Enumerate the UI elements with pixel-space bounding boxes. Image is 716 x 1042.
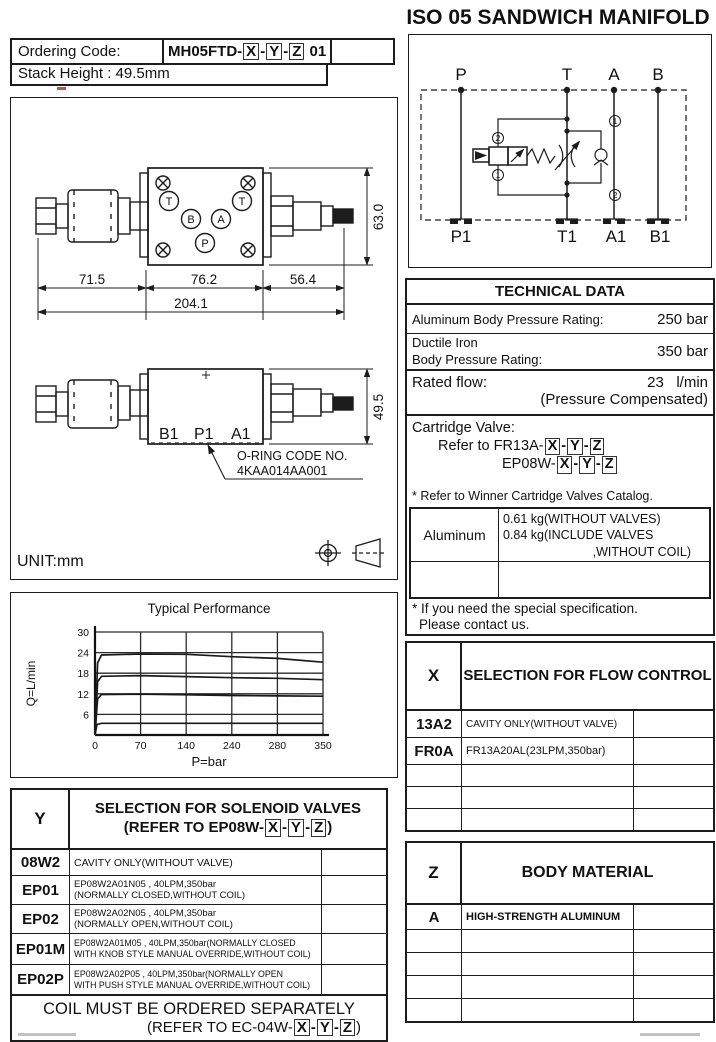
ordering-code-value bbox=[162, 40, 330, 63]
x-row-code: FR0A bbox=[407, 738, 462, 764]
z-empty-row bbox=[405, 999, 715, 1023]
cartridge-line1: Cartridge Valve: bbox=[412, 420, 515, 436]
dim-204-1: 204.1 bbox=[174, 296, 208, 311]
x-empty-row bbox=[405, 809, 715, 832]
cart-box-x2: X bbox=[557, 456, 573, 473]
ordering-code-label: Ordering Code: bbox=[18, 43, 121, 60]
rated-flow-value: 23 bbox=[647, 374, 664, 391]
dim-49-5-label: 49.5 bbox=[371, 393, 386, 421]
port-P1: P1 bbox=[194, 426, 214, 443]
weight-line2: 0.84 kg(INCLUDE VALVES bbox=[503, 528, 654, 543]
special-note-line1: * If you need the special specification. bbox=[412, 601, 638, 616]
front-view-drawing bbox=[36, 168, 386, 320]
z-row-desc: HIGH-STRENGTH ALUMINUM bbox=[462, 905, 634, 929]
x-row-desc: FR13A20AL(23LPM,350bar) bbox=[462, 738, 634, 764]
y-row-empty-cell bbox=[322, 934, 386, 964]
coil-note-line1: COIL MUST BE ORDERED SEPARATELY bbox=[43, 999, 355, 1018]
front-port-labels bbox=[160, 192, 252, 253]
y-row-code: EP01 bbox=[12, 876, 70, 904]
circuit-port-lines bbox=[461, 90, 658, 219]
y-row-code: EP02 bbox=[12, 905, 70, 933]
cartridge-line3 bbox=[412, 455, 708, 473]
oring-leader bbox=[208, 445, 363, 479]
weight-table bbox=[409, 507, 711, 599]
unit-note: UNIT:mm bbox=[17, 553, 84, 570]
cart-box-z2: Z bbox=[602, 456, 617, 473]
y-title-box-x: X bbox=[265, 819, 281, 837]
projection-symbols bbox=[315, 539, 384, 567]
coil-prefix: (REFER TO EC-04W- bbox=[146, 1018, 293, 1036]
series-setting-17-l-min bbox=[95, 676, 323, 735]
y-row-desc2: WITH KNOB STYLE MANUAL OVERRIDE,WITHOUT COIL) bbox=[74, 949, 311, 959]
balloon-valve-bottom: 1 bbox=[495, 170, 501, 180]
port-B1: B1 bbox=[159, 426, 179, 443]
weight-line3: ,WITHOUT COIL) bbox=[592, 544, 691, 559]
dim-49-5 bbox=[269, 369, 386, 444]
dimension-drawing-panel bbox=[10, 97, 398, 580]
z-table-code: Z bbox=[407, 843, 462, 903]
pressure-row-ductile bbox=[407, 334, 713, 371]
dim-71-5: 71.5 bbox=[78, 272, 106, 287]
cartridge-footnote: * Refer to Winner Cartridge Valves Catalog. bbox=[412, 489, 653, 503]
weight-empty-row bbox=[411, 562, 709, 597]
z-table-header bbox=[405, 841, 715, 905]
weight-values bbox=[499, 509, 709, 561]
y-title-suffix: ) bbox=[327, 819, 333, 836]
cart-box-z1: Z bbox=[590, 438, 605, 455]
port-T-right: T bbox=[238, 196, 246, 208]
label-B1: B1 bbox=[649, 227, 671, 246]
weight-material: Aluminum bbox=[411, 509, 499, 561]
side-view-drawing bbox=[36, 369, 386, 479]
y-row-desc1: EP08W2A01N05 , 40LPM,350bar bbox=[74, 878, 217, 890]
y-table-header bbox=[10, 788, 388, 850]
coil-suffix: ) bbox=[356, 1018, 362, 1036]
ordering-sep1: - bbox=[260, 43, 266, 60]
dim-63 bbox=[269, 168, 386, 265]
dim-76-2: 76.2 bbox=[190, 272, 218, 287]
solenoid-valve-symbol bbox=[473, 119, 567, 195]
z-row-a bbox=[405, 905, 715, 930]
label-P1: P1 bbox=[450, 227, 472, 246]
y-row-desc: CAVITY ONLY(WITHOUT VALVE) bbox=[74, 856, 233, 869]
cart-sep: - bbox=[573, 456, 579, 473]
coil-box-z: Z bbox=[340, 1019, 355, 1037]
rated-flow-label: Rated flow: bbox=[412, 374, 488, 391]
z-empty-row bbox=[405, 953, 715, 976]
z-row-empty-cell bbox=[634, 905, 713, 929]
y-row-ep01m bbox=[10, 934, 388, 965]
x-table-header bbox=[405, 641, 715, 711]
label-A1: A1 bbox=[605, 227, 627, 246]
weight-line1: 0.61 kg(WITHOUT VALVES) bbox=[503, 512, 661, 526]
check-valve-symbol bbox=[567, 131, 608, 183]
y-title-box-z: Z bbox=[311, 819, 326, 837]
series-setting-3-5-l-min bbox=[95, 723, 323, 735]
technical-data-panel bbox=[405, 278, 715, 636]
x-row-desc: CAVITY ONLY(WITHOUT VALVE) bbox=[462, 711, 634, 737]
circuit-balloons bbox=[493, 116, 621, 201]
y-row-code: EP01M bbox=[12, 934, 70, 964]
y-row-empty-cell bbox=[322, 850, 386, 875]
ductile-label-line2: Body Pressure Rating: bbox=[412, 351, 543, 367]
x-empty-row bbox=[405, 787, 715, 809]
pressure-ductile-value: 350 bar bbox=[657, 343, 708, 360]
port-A1: A1 bbox=[231, 426, 251, 443]
rated-flow-note: (Pressure Compensated) bbox=[540, 391, 708, 408]
y-table-title-line1: SELECTION FOR SOLENOID VALVES bbox=[94, 800, 362, 818]
cart-sep: - bbox=[583, 438, 589, 455]
y-row-08w2 bbox=[10, 850, 388, 876]
y-row-desc2: (NORMALLY OPEN,WITHOUT COIL) bbox=[74, 919, 233, 930]
y-title-sep1: - bbox=[282, 819, 288, 836]
y-tick: 6 bbox=[83, 709, 89, 722]
y-row-code: EP02P bbox=[12, 965, 70, 994]
x-empty-row bbox=[405, 765, 715, 787]
y-row-code: 08W2 bbox=[12, 850, 70, 875]
page-title: ISO 05 SANDWICH MANIFOLD bbox=[406, 6, 710, 29]
y-title-box-y: Y bbox=[288, 819, 304, 837]
ordering-box-z: Z bbox=[289, 43, 304, 61]
stack-height-row bbox=[10, 63, 328, 86]
balloon-check-bottom: 2 bbox=[612, 190, 618, 200]
dim-56-4: 56.4 bbox=[289, 272, 317, 287]
x-row-empty-cell bbox=[634, 711, 713, 737]
z-table-title: BODY MATERIAL bbox=[521, 864, 654, 881]
y-tick: 12 bbox=[77, 688, 89, 701]
weight-empty-cell1 bbox=[411, 562, 499, 597]
cart-box-y2: Y bbox=[579, 456, 595, 473]
label-P: P bbox=[455, 65, 467, 84]
ordering-suffix: 01 bbox=[309, 43, 327, 60]
y-tick: 18 bbox=[77, 668, 89, 681]
coil-sep2: - bbox=[333, 1018, 339, 1036]
dimension-drawing-svg bbox=[11, 98, 395, 577]
special-note-line2: Please contact us. bbox=[419, 617, 530, 633]
cart-box-x1: X bbox=[545, 438, 561, 455]
cart-sep: - bbox=[561, 438, 567, 455]
y-tick: 24 bbox=[77, 647, 89, 660]
y-row-desc1: EP08W2A01M05 , 40LPM,350bar(NORMALLY CLOSED bbox=[74, 938, 296, 949]
coil-sep1: - bbox=[310, 1018, 316, 1036]
circuit-junction-dots bbox=[458, 87, 661, 198]
pressure-ductile-label bbox=[412, 335, 542, 368]
target-icon bbox=[315, 540, 341, 566]
x-axis-label: P=bar bbox=[191, 754, 227, 769]
x-row-empty-cell bbox=[634, 738, 713, 764]
x-tick: 350 bbox=[314, 740, 332, 752]
x-row-fr0a bbox=[405, 738, 715, 765]
y-row-desc1: EP08W2A02N05 , 40LPM,350bar bbox=[74, 907, 217, 919]
cart-box-y1: Y bbox=[567, 438, 583, 455]
cart-prefix2: EP08W- bbox=[502, 456, 556, 473]
ordering-code-row bbox=[10, 38, 395, 65]
oring-code-number: 4KAA014AA001 bbox=[237, 464, 328, 478]
rated-flow-value-wrap bbox=[647, 374, 708, 391]
ordering-box-x: X bbox=[243, 43, 259, 61]
y-row-desc1: EP08W2A02P05 , 40LPM,350bar(NORMALLY OPEN bbox=[74, 968, 283, 979]
pressure-aluminum-value: 250 bar bbox=[657, 310, 708, 328]
x-table-title: SELECTION FOR FLOW CONTROL bbox=[463, 666, 712, 684]
rated-flow-unit: l/min bbox=[676, 374, 708, 391]
technical-data-title: TECHNICAL DATA bbox=[407, 280, 713, 305]
y-row-empty-cell bbox=[322, 965, 386, 994]
x-tick: 0 bbox=[92, 740, 98, 752]
x-selection-table bbox=[405, 641, 715, 832]
y-tick: 30 bbox=[77, 627, 89, 639]
pressure-aluminum-label: Aluminum Body Pressure Rating: bbox=[412, 311, 604, 327]
x-table-code: X bbox=[407, 643, 462, 709]
cartridge-valve-section bbox=[407, 416, 713, 489]
coil-box-x: X bbox=[294, 1019, 310, 1037]
y-row-ep01 bbox=[10, 876, 388, 905]
y-axis-label: Q=L/min bbox=[24, 660, 38, 707]
y-table-title-line2 bbox=[124, 819, 332, 838]
y-selection-table bbox=[10, 788, 388, 1042]
balloon-valve-top: 2 bbox=[495, 133, 501, 143]
dim-height-label: 63.0 bbox=[371, 203, 386, 231]
side-port-labels bbox=[159, 426, 251, 443]
z-empty-row bbox=[405, 930, 715, 953]
cartridge-line2 bbox=[412, 437, 708, 455]
x-tick: 240 bbox=[223, 740, 241, 752]
hydraulic-circuit-panel bbox=[408, 34, 712, 268]
label-T1: T1 bbox=[557, 227, 577, 246]
x-tick: 280 bbox=[268, 740, 287, 752]
x-tick: 70 bbox=[134, 740, 147, 752]
chart-title: Typical Performance bbox=[147, 601, 271, 616]
x-row-13a2 bbox=[405, 711, 715, 738]
footer-right-cutoff-text bbox=[640, 1033, 700, 1036]
port-T-left: T bbox=[165, 196, 173, 208]
z-row-code: A bbox=[407, 905, 462, 929]
cone-projection-icon bbox=[352, 539, 384, 567]
label-A: A bbox=[608, 65, 620, 84]
y-row-empty-cell bbox=[322, 905, 386, 933]
ordering-empty-cell bbox=[330, 40, 393, 63]
x-tick: 140 bbox=[177, 740, 195, 752]
coil-box-y: Y bbox=[317, 1019, 333, 1037]
z-empty-row bbox=[405, 976, 715, 999]
y-row-empty-cell bbox=[322, 876, 386, 904]
rated-flow-section bbox=[407, 371, 713, 416]
footer-left-cutoff-text bbox=[18, 1033, 76, 1036]
y-row-desc2: WITH PUSH STYLE MANUAL OVERRIDE,WITHOUT COIL) bbox=[74, 979, 311, 990]
cart-sep: - bbox=[595, 456, 601, 473]
stack-height-label: Stack Height : 49.5mm bbox=[18, 65, 170, 82]
port-P: P bbox=[201, 238, 209, 250]
y-table-code: Y bbox=[12, 790, 70, 848]
ordering-sep2: - bbox=[283, 43, 289, 60]
weight-empty-cell2 bbox=[499, 562, 709, 597]
port-A: A bbox=[217, 214, 225, 226]
cart-prefix1: Refer to FR13A- bbox=[438, 438, 544, 455]
x-row-code: 13A2 bbox=[407, 711, 462, 737]
label-B: B bbox=[652, 65, 664, 84]
ordering-prefix: MH05FTD- bbox=[168, 43, 243, 60]
ductile-label-line1: Ductile Iron bbox=[412, 335, 478, 351]
ordering-box-y: Y bbox=[266, 43, 282, 61]
port-B: B bbox=[187, 214, 195, 226]
y-row-desc2: (NORMALLY CLOSED,WITHOUT COIL) bbox=[74, 890, 246, 901]
hydraulic-circuit-svg bbox=[409, 35, 709, 265]
performance-chart-panel bbox=[10, 592, 398, 778]
y-title-prefix: (REFER TO EP08W- bbox=[123, 819, 265, 836]
y-row-ep02 bbox=[10, 905, 388, 934]
balloon-check-top: 1 bbox=[612, 116, 618, 126]
z-body-material-table bbox=[405, 841, 715, 1023]
label-T: T bbox=[561, 65, 573, 84]
y-title-sep2: - bbox=[305, 819, 311, 836]
special-note bbox=[407, 599, 713, 635]
red-annotation-mark bbox=[57, 87, 66, 90]
y-row-ep02p bbox=[10, 965, 388, 996]
weight-row bbox=[411, 509, 709, 562]
pressure-row-aluminum bbox=[407, 305, 713, 334]
performance-chart bbox=[11, 593, 395, 775]
oring-code-label: O-RING CODE NO. bbox=[237, 449, 348, 463]
